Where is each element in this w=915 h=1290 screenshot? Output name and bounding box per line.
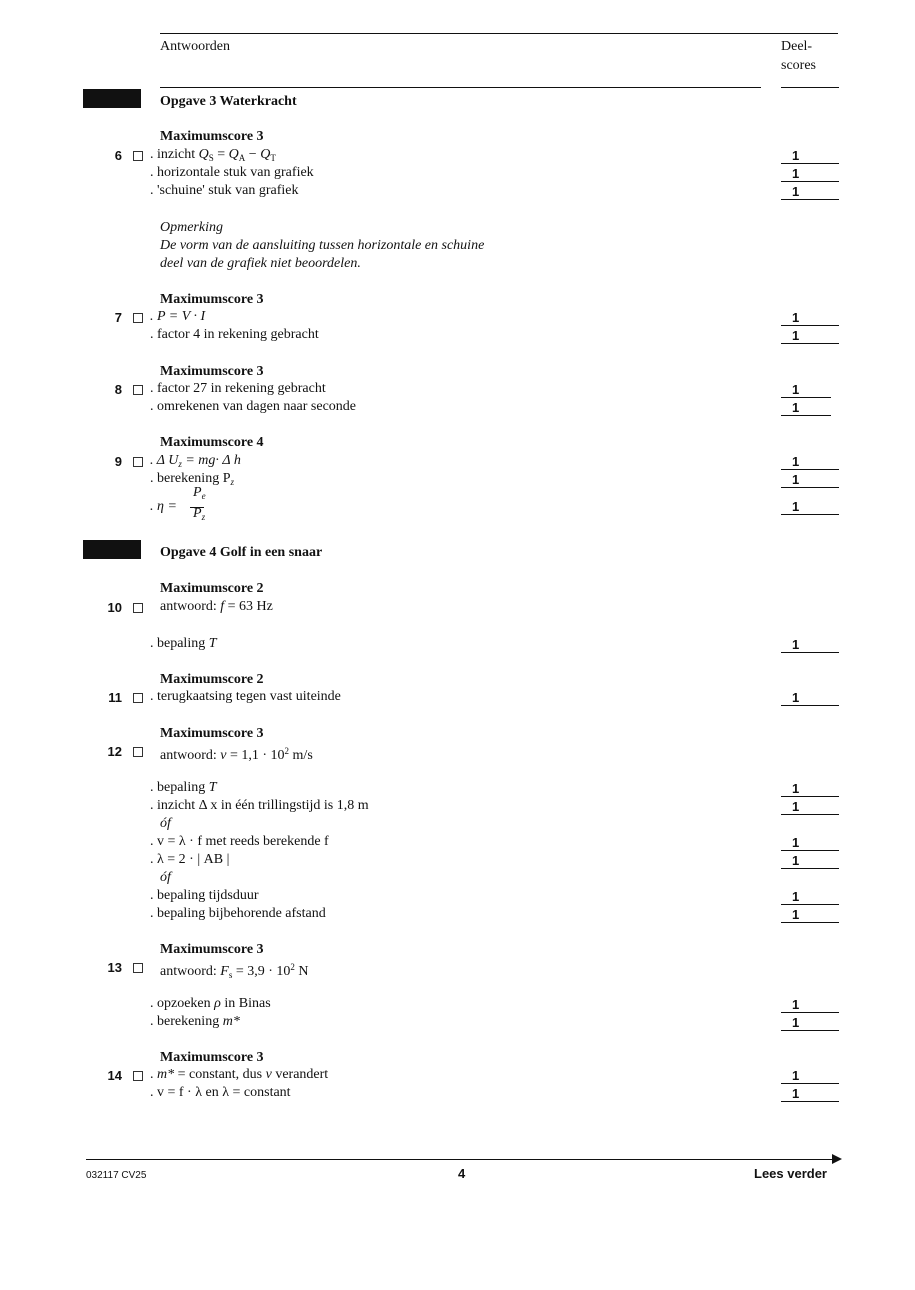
header-rule-right [781, 87, 839, 88]
score-q8-2: 1 [792, 400, 800, 415]
footer-rule [86, 1159, 834, 1160]
q12-or-1: óf [160, 816, 171, 831]
q7-line-1: . P = V · I [150, 309, 206, 324]
score-q7-2: 1 [792, 328, 800, 343]
q12-line-6: . bepaling bijbehorende afstand [150, 906, 326, 921]
score-rule [781, 514, 839, 515]
score-q12-1: 1 [792, 781, 800, 796]
question-number-12: 12 [107, 744, 122, 759]
score-rule [781, 868, 839, 869]
q9-line-1: . Δ $U_z = mg\cdot \Delta$ h [150, 453, 241, 469]
score-rule [781, 487, 839, 488]
question-number-11: 11 [108, 690, 122, 705]
score-rule [781, 705, 839, 706]
max-score-q13: Maximumscore 3 [160, 942, 264, 957]
score-rule [781, 325, 839, 326]
score-rule [781, 652, 839, 653]
q10-answer: antwoord: f = 63 Hz [160, 599, 273, 614]
q13-line-2: . berekening m* [150, 1014, 240, 1029]
score-q10-1: 1 [792, 637, 800, 652]
q12-line-2: . inzicht Δ x in één trillingstijd is 1,8 m [150, 798, 369, 813]
q9-line-3-prefix: . η = [150, 499, 177, 514]
score-q6-1: 1 [792, 148, 800, 163]
q14-line-1: . m* = constant, dus v verandert [150, 1067, 329, 1082]
q12-line-5: . bepaling tijdsduur [150, 888, 259, 903]
checkbox-q8[interactable] [133, 385, 143, 395]
score-rule [781, 904, 839, 905]
page-number: 4 [458, 1166, 466, 1181]
q12-line-3: . v = λ · f met reeds berekende f [150, 834, 329, 849]
score-rule [781, 397, 831, 398]
question-number-8: 8 [114, 382, 122, 397]
section-marker-4 [83, 540, 141, 559]
score-q6-2: 1 [792, 166, 800, 181]
score-rule [781, 163, 839, 164]
max-score-q11: Maximumscore 2 [160, 672, 264, 687]
q13-line-1: . opzoeken ρ in Binas [150, 996, 271, 1011]
score-q8-1: 1 [792, 382, 800, 397]
score-q11-1: 1 [792, 690, 800, 705]
header-scores-2: scores [781, 58, 816, 73]
score-rule [781, 850, 839, 851]
checkbox-q6[interactable] [133, 151, 143, 161]
section-marker-3 [83, 89, 141, 108]
header-answers: Antwoorden [160, 39, 230, 54]
score-q9-2: 1 [792, 472, 800, 487]
q8-line-2: . omrekenen van dagen naar seconde [150, 399, 357, 414]
question-number-10: 10 [107, 600, 122, 615]
q12-line-4: . λ = 2 · | AB | [150, 852, 230, 867]
max-score-q9: Maximumscore 4 [160, 435, 264, 450]
header-scores-1: Deel- [781, 39, 813, 54]
score-rule [781, 199, 839, 200]
score-rule [781, 814, 839, 815]
checkbox-q11[interactable] [133, 693, 143, 703]
score-q9-3: 1 [792, 499, 800, 514]
q9-fraction-denominator: $P_z$ [193, 506, 206, 522]
score-rule [781, 922, 839, 923]
max-score-q10: Maximumscore 2 [160, 581, 264, 596]
arrow-right-icon [832, 1154, 842, 1164]
footer-code: 032117 CV25 [86, 1170, 147, 1181]
header-rule-left [160, 87, 761, 88]
continue-label: Lees verder [754, 1166, 827, 1181]
checkbox-q9[interactable] [133, 457, 143, 467]
question-number-9: 9 [114, 454, 122, 469]
q13-answer: antwoord: $F_s = 3,9 \cdot 10^2$ N [160, 962, 309, 980]
section-title-4: Opgave 4 Golf in een snaar [160, 545, 323, 560]
q6-remark-line-1: De vorm van de aansluiting tussen horizontale en schuine [160, 238, 485, 253]
q12-answer: antwoord: $v = 1,1 \cdot 10^2$ m/s [160, 746, 313, 763]
score-q12-4: 1 [792, 853, 800, 868]
q7-line-2: . factor 4 in rekening gebracht [150, 327, 319, 342]
top-rule [160, 33, 838, 34]
checkbox-q14[interactable] [133, 1071, 143, 1081]
question-number-14: 14 [107, 1068, 122, 1083]
score-q7-1: 1 [792, 310, 800, 325]
score-rule [781, 1012, 839, 1013]
q6-remark-title: Opmerking [160, 220, 223, 235]
score-q14-1: 1 [792, 1068, 800, 1083]
score-q9-1: 1 [792, 454, 800, 469]
score-rule [781, 1101, 839, 1102]
max-score-q12: Maximumscore 3 [160, 726, 264, 741]
score-q12-2: 1 [792, 799, 800, 814]
score-rule [781, 343, 839, 344]
max-score-q14: Maximumscore 3 [160, 1050, 264, 1065]
score-q12-5: 1 [792, 889, 800, 904]
score-q12-6: 1 [792, 907, 800, 922]
q6-line-1: . inzicht $Q_S = Q_A - Q_T$ [150, 147, 276, 163]
checkbox-q10[interactable] [133, 603, 143, 613]
q11-line-1: . terugkaatsing tegen vast uiteinde [150, 689, 341, 704]
score-rule [781, 1030, 839, 1031]
q12-or-2: óf [160, 870, 171, 885]
max-score-q7: Maximumscore 3 [160, 292, 264, 307]
score-q13-1: 1 [792, 997, 800, 1012]
question-number-13: 13 [107, 960, 122, 975]
q9-line-2: . berekening $P_z$ [150, 471, 234, 487]
score-q13-2: 1 [792, 1015, 800, 1030]
question-number-6: 6 [114, 148, 122, 163]
score-q12-3: 1 [792, 835, 800, 850]
q8-line-1: . factor 27 in rekening gebracht [150, 381, 326, 396]
question-number-7: 7 [114, 310, 122, 325]
max-score-q6: Maximumscore 3 [160, 129, 264, 144]
checkbox-q7[interactable] [133, 313, 143, 323]
max-score-q8: Maximumscore 3 [160, 364, 264, 379]
q14-line-2: . v = f · λ en λ = constant [150, 1085, 291, 1100]
score-rule [781, 415, 831, 416]
q10-line-1: . bepaling T [150, 636, 217, 651]
section-title-3: Opgave 3 Waterkracht [160, 94, 297, 109]
score-rule [781, 181, 839, 182]
q6-remark-line-2: deel van de grafiek niet beoordelen. [160, 256, 361, 271]
score-rule [781, 796, 839, 797]
q12-line-1: . bepaling T [150, 780, 217, 795]
score-q14-2: 1 [792, 1086, 800, 1101]
score-rule [781, 1083, 839, 1084]
score-rule [781, 469, 839, 470]
q6-line-3: . 'schuine' stuk van grafiek [150, 183, 299, 198]
q9-fraction-numerator: $P_e$ [193, 485, 206, 501]
checkbox-q13[interactable] [133, 963, 143, 973]
score-q6-3: 1 [792, 184, 800, 199]
checkbox-q12[interactable] [133, 747, 143, 757]
q6-line-2: . horizontale stuk van grafiek [150, 165, 314, 180]
